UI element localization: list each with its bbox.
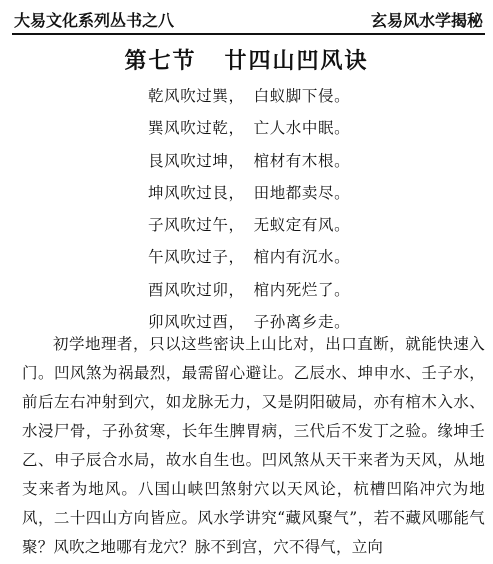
verse-line — [148, 177, 350, 209]
verse-first-half: 午风吹过子， — [148, 248, 245, 267]
verse-second-half: 田地都卖尽。 — [253, 183, 351, 202]
section-heading — [0, 44, 493, 75]
section-number: 第七节 — [124, 49, 197, 74]
book-title: 玄易风水学揭秘 — [370, 10, 483, 30]
verse-line — [148, 112, 350, 144]
series-title: 大易文化系列丛书之八 — [14, 10, 175, 30]
verse-line — [148, 209, 350, 241]
header-rule — [12, 33, 485, 35]
verse-list — [148, 80, 350, 338]
verse-first-half: 巽风吹过乾， — [148, 119, 245, 138]
verse-first-half: 艮风吹过坤， — [148, 151, 245, 170]
verse-first-half: 子风吹过午， — [148, 216, 245, 235]
verse-second-half: 棺材有木根。 — [253, 151, 351, 170]
verse-line — [148, 145, 350, 177]
verse-line — [148, 274, 350, 306]
verse-second-half: 棺内有沉水。 — [253, 248, 351, 267]
body-text — [22, 330, 485, 562]
verse-first-half: 坤风吹过艮， — [148, 183, 245, 202]
running-header — [14, 6, 483, 32]
verse-second-half: 无蚁定有风。 — [253, 216, 351, 235]
body-paragraph: 初学地理者，只以这些密诀上山比对，出口直断，就能快速入门。凹风煞为祸最烈，最需留心避让。乙辰水、坤申水、壬子水，前后左右冲射到穴，如龙脉无力，又是阴阳破局，亦有棺木入水、水浸尸骨，子孙贫寒，长年生脾胃病，三代后不发丁之验。缘坤壬乙、申子辰合水局，故水自生也。凹风煞从天干来者为天风，从地支来者为地风。八国山峡凹煞射穴以天风论，杭槽凹陷冲穴为地风，二十四山方向皆应。风水学讲究“藏风聚气”，若不藏风哪能气聚？风吹之地哪有龙穴？脉不到宫，穴不得气，立向 — [22, 335, 485, 556]
verse-first-half: 卯风吹过酉， — [148, 313, 245, 332]
verse-line — [148, 241, 350, 273]
verse-second-half: 子孙离乡走。 — [253, 313, 351, 332]
verse-line — [148, 80, 350, 112]
section-title: 廿四山凹风诀 — [224, 49, 369, 74]
verse-second-half: 白蚁脚下侵。 — [253, 87, 351, 105]
verse-second-half: 亡人水中眠。 — [253, 119, 351, 138]
verse-first-half: 乾风吹过巽， — [148, 87, 245, 105]
verse-first-half: 酉风吹过卯， — [148, 280, 245, 299]
verse-second-half: 棺内死烂了。 — [253, 280, 351, 299]
